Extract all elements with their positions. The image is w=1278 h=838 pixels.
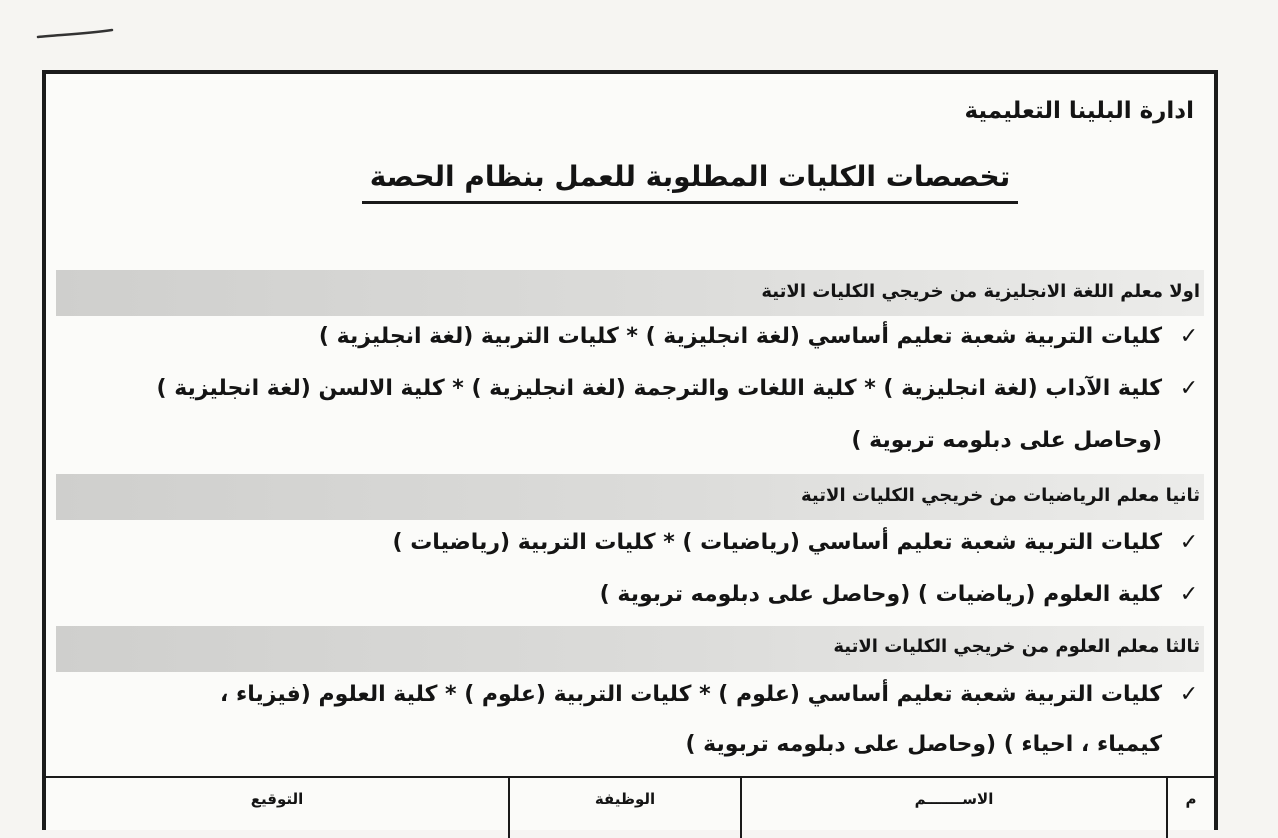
page-title-block <box>46 156 1214 204</box>
math-item-1: كليات التربية شعبة تعليم أساسي (رياضيات ) * كليات التربية (رياضيات ) <box>392 530 1162 555</box>
science-item-1-continuation: كيمياء ، احياء ) (وحاصل على دبلومه تربوية ) <box>685 732 1162 757</box>
page-title: تخصصات الكليات المطلوبة للعمل بنظام الحصة <box>362 160 1018 204</box>
section-heading-math: ثانيا معلم الرياضيات من خريجي الكليات الاتية <box>801 485 1200 506</box>
english-item-2-continuation: (وحاصل على دبلومه تربوية ) <box>851 428 1162 453</box>
table-header-number: م <box>1166 778 1214 838</box>
table-header-signature: التوقيع <box>250 790 304 808</box>
section-heading-science: ثالثا معلم العلوم من خريجي الكليات الاتية <box>833 636 1200 657</box>
math-item-2: كلية العلوم (رياضيات ) (وحاصل على دبلومه تربوية ) <box>599 582 1162 607</box>
checkmark-icon: ✓ <box>1179 530 1199 555</box>
checkmark-icon: ✓ <box>1179 682 1199 707</box>
table-header-name: الاســـــــم <box>740 778 1166 838</box>
english-item-2: كلية الآداب (لغة انجليزية ) * كلية اللغات والترجمة (لغة انجليزية ) * كلية الالسن (لغة انجليزية ) <box>156 376 1162 401</box>
section-heading-english: اولا معلم اللغة الانجليزية من خريجي الكليات الاتية <box>761 281 1200 302</box>
checkmark-icon: ✓ <box>1179 324 1199 349</box>
checkmark-icon: ✓ <box>1179 582 1199 607</box>
checkmark-icon: ✓ <box>1179 376 1199 401</box>
administration-name: ادارة البلينا التعليمية <box>964 98 1194 124</box>
science-item-1: كليات التربية شعبة تعليم أساسي (علوم ) * كليات التربية (علوم ) * كلية العلوم (فيزياء ، <box>219 682 1162 707</box>
table-header-job: الوظيفة <box>508 778 740 838</box>
document-page <box>42 70 1218 830</box>
pen-stroke-mark <box>36 26 116 42</box>
english-item-1: كليات التربية شعبة تعليم أساسي (لغة انجليزية ) * كليات التربية (لغة انجليزية ) <box>318 324 1162 349</box>
signature-table <box>46 776 1214 838</box>
